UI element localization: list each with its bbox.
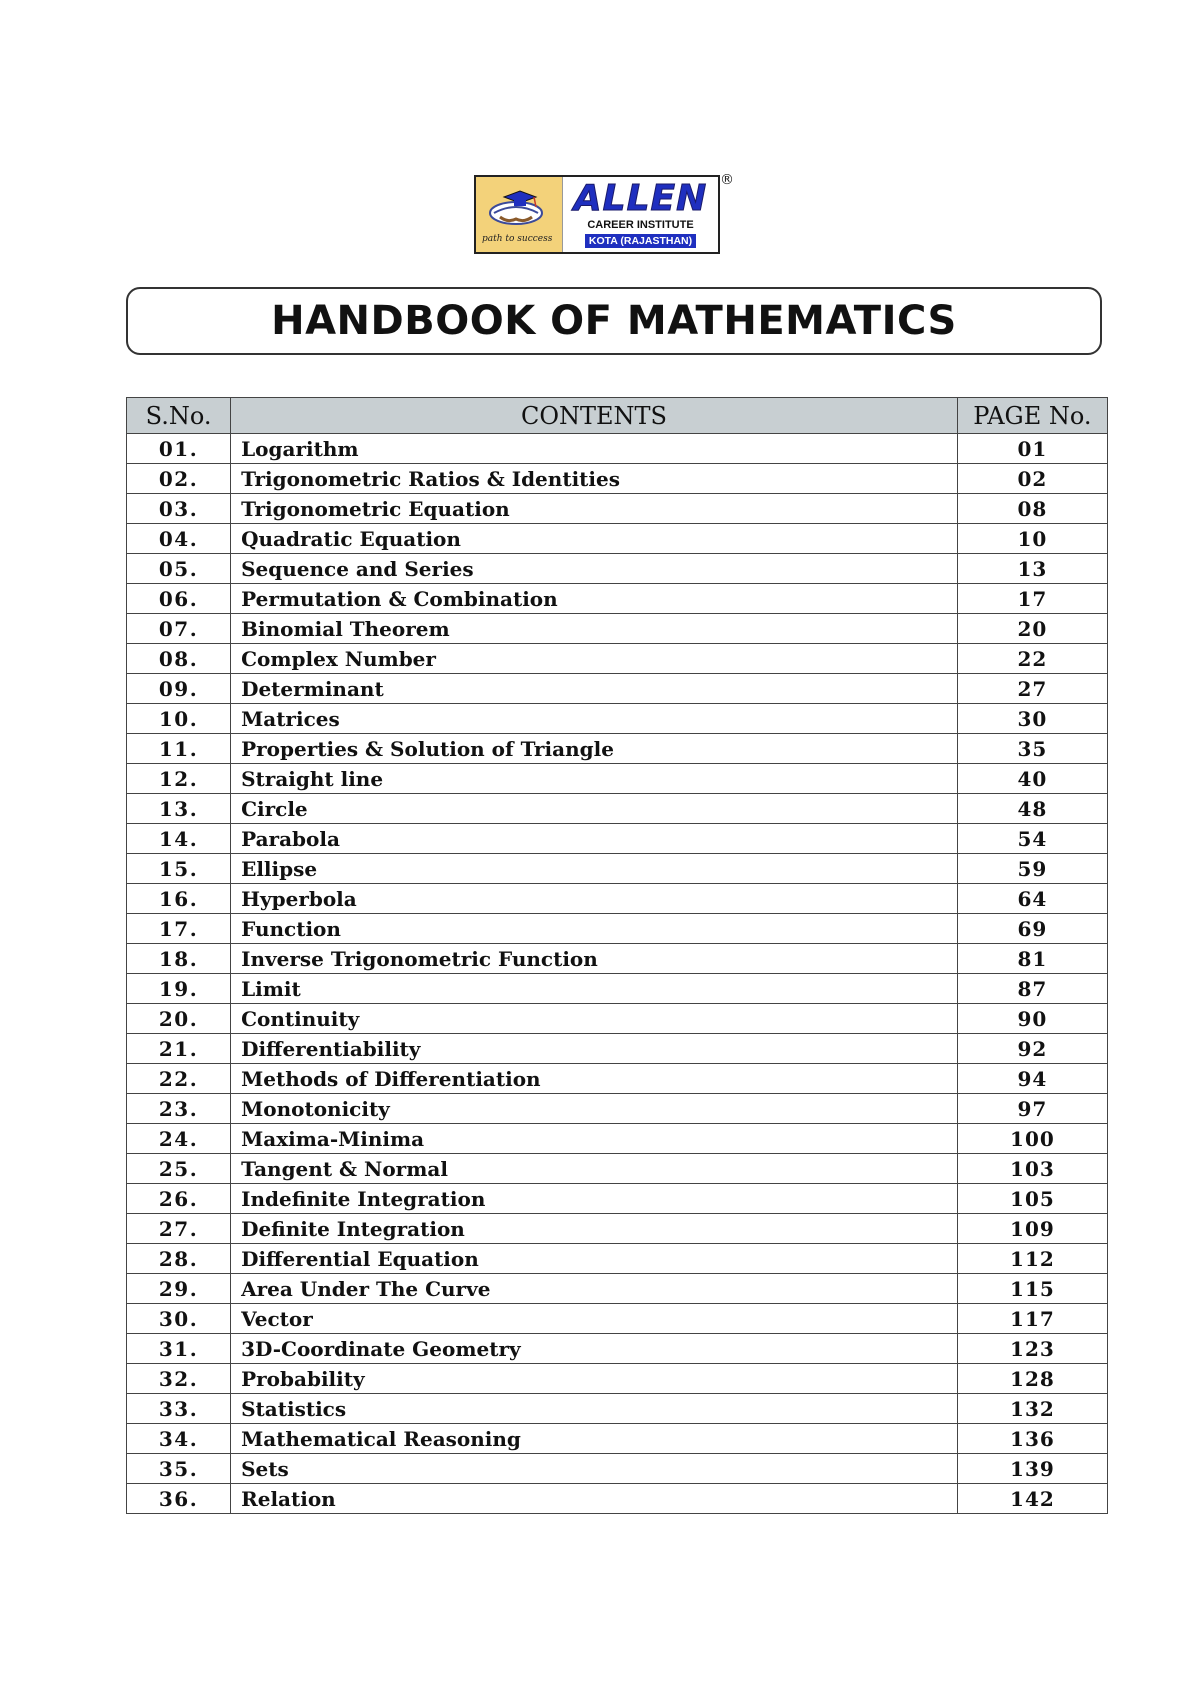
row-content: Permutation & Combination [231, 584, 958, 614]
row-sno: 05. [127, 554, 231, 584]
row-page-number: 30 [957, 704, 1107, 734]
table-row [127, 524, 1108, 554]
logo-text-block [563, 177, 718, 252]
row-page-number: 136 [957, 1424, 1107, 1454]
logo-emblem [476, 177, 563, 252]
row-sno: 04. [127, 524, 231, 554]
row-content: Quadratic Equation [231, 524, 958, 554]
row-content: Sets [231, 1454, 958, 1484]
header-contents: CONTENTS [231, 398, 958, 434]
row-content: Maxima-Minima [231, 1124, 958, 1154]
row-sno: 12. [127, 764, 231, 794]
table-row [127, 644, 1108, 674]
row-page-number: 109 [957, 1214, 1107, 1244]
row-content: Determinant [231, 674, 958, 704]
table-row [127, 764, 1108, 794]
row-content: Probability [231, 1364, 958, 1394]
table-row [127, 1484, 1108, 1514]
row-sno: 11. [127, 734, 231, 764]
table-row [127, 1034, 1108, 1064]
row-page-number: 112 [957, 1244, 1107, 1274]
row-sno: 17. [127, 914, 231, 944]
registered-mark: ® [720, 172, 734, 188]
row-page-number: 123 [957, 1334, 1107, 1364]
table-body [127, 434, 1108, 1514]
header-sno: S.No. [127, 398, 231, 434]
row-content: Relation [231, 1484, 958, 1514]
row-sno: 09. [127, 674, 231, 704]
row-sno: 22. [127, 1064, 231, 1094]
row-page-number: 117 [957, 1304, 1107, 1334]
row-content: Area Under The Curve [231, 1274, 958, 1304]
row-page-number: 08 [957, 494, 1107, 524]
logo-brand: ALLEN [573, 178, 708, 219]
row-content: Parabola [231, 824, 958, 854]
row-page-number: 40 [957, 764, 1107, 794]
row-content: Trigonometric Ratios & Identities [231, 464, 958, 494]
row-content: Statistics [231, 1394, 958, 1424]
row-content: Complex Number [231, 644, 958, 674]
row-page-number: 142 [957, 1484, 1107, 1514]
row-content: Binomial Theorem [231, 614, 958, 644]
table-row [127, 554, 1108, 584]
table-row [127, 1454, 1108, 1484]
row-page-number: 81 [957, 944, 1107, 974]
row-page-number: 97 [957, 1094, 1107, 1124]
row-page-number: 90 [957, 1004, 1107, 1034]
row-content: Vector [231, 1304, 958, 1334]
row-sno: 33. [127, 1394, 231, 1424]
row-page-number: 128 [957, 1364, 1107, 1394]
row-content: Sequence and Series [231, 554, 958, 584]
row-content: Ellipse [231, 854, 958, 884]
row-content: Continuity [231, 1004, 958, 1034]
table-row [127, 1124, 1108, 1154]
table-row [127, 1244, 1108, 1274]
row-sno: 13. [127, 794, 231, 824]
table-row [127, 824, 1108, 854]
row-page-number: 35 [957, 734, 1107, 764]
row-content: Matrices [231, 704, 958, 734]
table-row [127, 1334, 1108, 1364]
table-row [127, 914, 1108, 944]
table-row [127, 1094, 1108, 1124]
allen-logo [474, 175, 720, 254]
row-sno: 35. [127, 1454, 231, 1484]
row-content: Differentiability [231, 1034, 958, 1064]
table-row [127, 1154, 1108, 1184]
row-page-number: 02 [957, 464, 1107, 494]
row-page-number: 105 [957, 1184, 1107, 1214]
table-row [127, 734, 1108, 764]
header-page: PAGE No. [957, 398, 1107, 434]
row-page-number: 103 [957, 1154, 1107, 1184]
row-content: Indefinite Integration [231, 1184, 958, 1214]
row-content: Circle [231, 794, 958, 824]
row-content: Definite Integration [231, 1214, 958, 1244]
row-content: Monotonicity [231, 1094, 958, 1124]
logo-subtitle: CAREER INSTITUTE [587, 219, 694, 231]
table-row [127, 944, 1108, 974]
title-box [126, 287, 1102, 355]
table-row [127, 974, 1108, 1004]
row-sno: 08. [127, 644, 231, 674]
table-row [127, 674, 1108, 704]
row-content: Inverse Trigonometric Function [231, 944, 958, 974]
page-title: HANDBOOK OF MATHEMATICS [271, 298, 957, 344]
row-content: 3D-Coordinate Geometry [231, 1334, 958, 1364]
row-sno: 01. [127, 434, 231, 464]
row-page-number: 48 [957, 794, 1107, 824]
logo-tagline: path to success [482, 234, 553, 244]
row-page-number: 139 [957, 1454, 1107, 1484]
row-page-number: 64 [957, 884, 1107, 914]
table-row [127, 794, 1108, 824]
row-page-number: 59 [957, 854, 1107, 884]
table-row [127, 1274, 1108, 1304]
row-sno: 21. [127, 1034, 231, 1064]
table-row [127, 1004, 1108, 1034]
row-sno: 07. [127, 614, 231, 644]
row-page-number: 20 [957, 614, 1107, 644]
row-content: Straight line [231, 764, 958, 794]
row-sno: 03. [127, 494, 231, 524]
row-content: Function [231, 914, 958, 944]
row-page-number: 17 [957, 584, 1107, 614]
table-row [127, 854, 1108, 884]
row-page-number: 115 [957, 1274, 1107, 1304]
row-content: Properties & Solution of Triangle [231, 734, 958, 764]
row-sno: 18. [127, 944, 231, 974]
row-page-number: 13 [957, 554, 1107, 584]
table-row [127, 494, 1108, 524]
row-sno: 02. [127, 464, 231, 494]
table-row [127, 434, 1108, 464]
table-row [127, 1304, 1108, 1334]
table-row [127, 1214, 1108, 1244]
row-sno: 06. [127, 584, 231, 614]
row-page-number: 100 [957, 1124, 1107, 1154]
row-sno: 14. [127, 824, 231, 854]
row-sno: 20. [127, 1004, 231, 1034]
row-content: Methods of Differentiation [231, 1064, 958, 1094]
row-sno: 28. [127, 1244, 231, 1274]
row-page-number: 94 [957, 1064, 1107, 1094]
table-row [127, 1424, 1108, 1454]
table-row [127, 1394, 1108, 1424]
table-row [127, 1364, 1108, 1394]
graduation-cap-hands-icon [486, 183, 552, 235]
table-header-row [127, 398, 1108, 434]
row-sno: 36. [127, 1484, 231, 1514]
row-sno: 19. [127, 974, 231, 1004]
row-content: Limit [231, 974, 958, 1004]
row-content: Trigonometric Equation [231, 494, 958, 524]
row-sno: 29. [127, 1274, 231, 1304]
logo-location: KOTA (RAJASTHAN) [585, 234, 696, 248]
row-sno: 15. [127, 854, 231, 884]
table-row [127, 704, 1108, 734]
row-page-number: 69 [957, 914, 1107, 944]
row-sno: 23. [127, 1094, 231, 1124]
row-sno: 25. [127, 1154, 231, 1184]
table-row [127, 884, 1108, 914]
row-page-number: 132 [957, 1394, 1107, 1424]
row-content: Mathematical Reasoning [231, 1424, 958, 1454]
row-sno: 32. [127, 1364, 231, 1394]
row-content: Differential Equation [231, 1244, 958, 1274]
table-row [127, 1064, 1108, 1094]
table-row [127, 584, 1108, 614]
row-content: Tangent & Normal [231, 1154, 958, 1184]
row-page-number: 10 [957, 524, 1107, 554]
row-sno: 26. [127, 1184, 231, 1214]
table-row [127, 614, 1108, 644]
table-row [127, 1184, 1108, 1214]
row-sno: 16. [127, 884, 231, 914]
row-sno: 34. [127, 1424, 231, 1454]
row-content: Logarithm [231, 434, 958, 464]
row-sno: 27. [127, 1214, 231, 1244]
table-row [127, 464, 1108, 494]
row-sno: 31. [127, 1334, 231, 1364]
row-page-number: 92 [957, 1034, 1107, 1064]
row-page-number: 01 [957, 434, 1107, 464]
row-page-number: 27 [957, 674, 1107, 704]
row-sno: 30. [127, 1304, 231, 1334]
row-content: Hyperbola [231, 884, 958, 914]
contents-table [126, 397, 1108, 1514]
row-page-number: 54 [957, 824, 1107, 854]
row-sno: 24. [127, 1124, 231, 1154]
row-sno: 10. [127, 704, 231, 734]
row-page-number: 22 [957, 644, 1107, 674]
row-page-number: 87 [957, 974, 1107, 1004]
